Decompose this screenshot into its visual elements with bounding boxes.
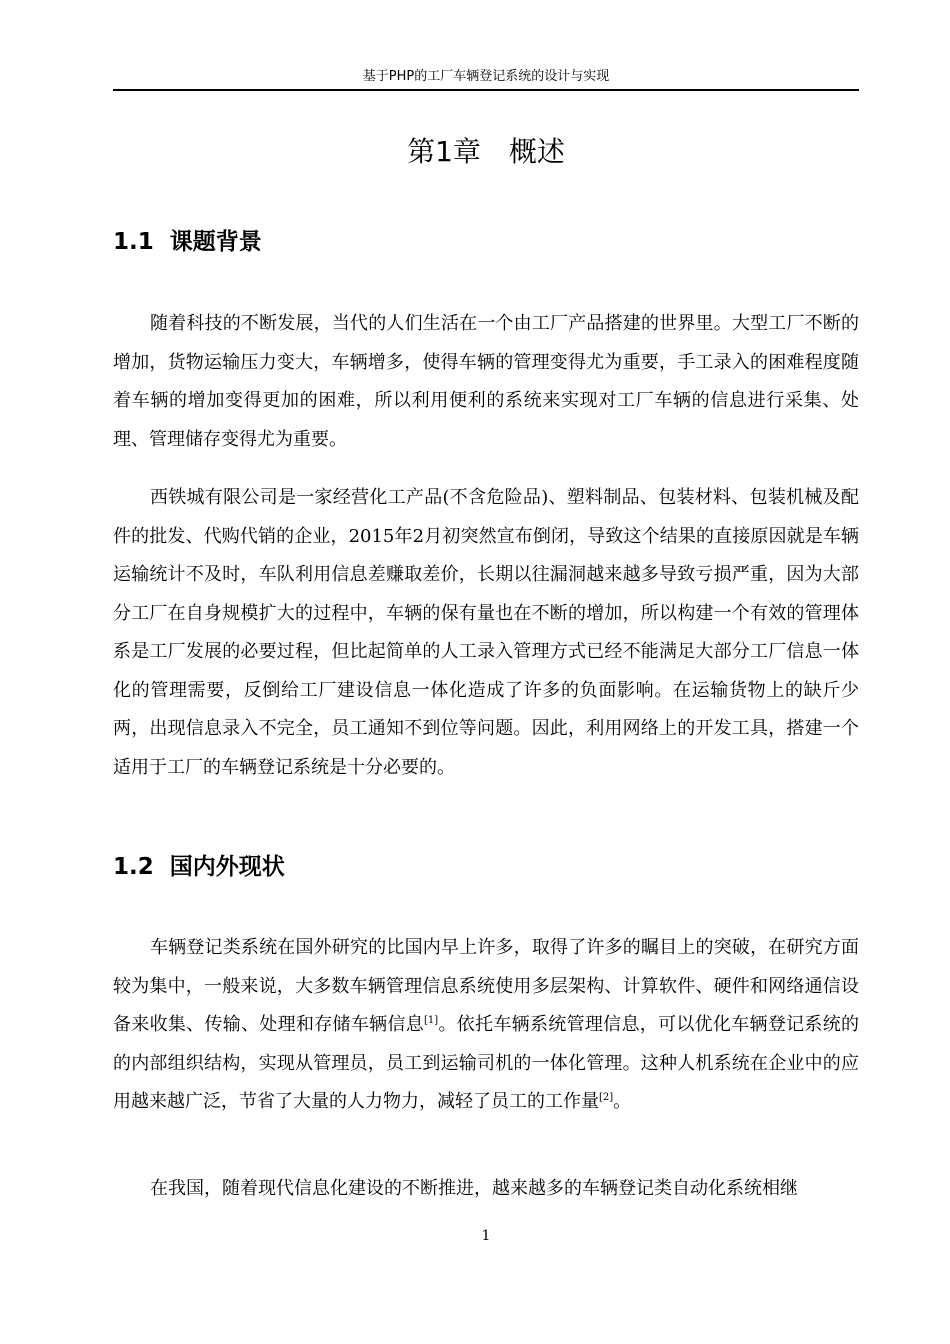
citation-ref: [2] <box>599 1092 614 1103</box>
paragraph-text: 。依托车辆系统管理信息，可以优化车辆登记系统的的内部组织结构，实现从管理员，员工到运输司机的一体化管理。这种人机系统在企业中的应用越来越广泛，节省了大量的人力物力，减轻了员工的工作量 <box>113 1014 860 1112</box>
paragraph-background-1: 随着科技的不断发展，当代的人们生活在一个由工厂产品搭建的世界里。大型工厂不断的增加，货物运输压力变大，车辆增多，使得车辆的管理变得尤为重要，手工录入的困难程度随着车辆的增加变得更加的困难，所以利用便利的系统来实现对工厂车辆的信息进行采集、处理、管理储存变得尤为重要。 <box>113 313 859 450</box>
citation-ref: [1] <box>424 1015 439 1026</box>
paragraph-status-2: 在我国，随着现代信息化建设的不断推进，越来越多的车辆登记类自动化系统相继 <box>150 1178 798 1199</box>
section-heading-1-1: 1.1 课题背景 <box>113 229 262 255</box>
page-number: 1 <box>481 1228 491 1244</box>
paragraph-text: 。 <box>613 1091 632 1112</box>
header-rule <box>113 89 859 91</box>
section-heading-1-2: 1.2 国内外现状 <box>113 854 285 880</box>
paragraph-background-2: 西铁城有限公司是一家经营化工产品(不含危险品)、塑料制品、包装材料、包装机械及配件的批发、代购代销的企业，2015年2月初突然宣布倒闭，导致这个结果的直接原因就是车辆运输统计不及时，车队利用信息差赚取差价，长期以往漏洞越来越多导致亏损严重，因为大部分工厂在自身规模扩大的过程中，车辆的保有量也在不断的增加，所以构建一个有效的管理体系是工厂发展的必要过程，但比起简单的人工录入管理方式已经不能满足大部分工厂信息一体化的管理需要，反倒给工厂建设信息一体化造成了许多的负面影响。在运输货物上的缺斤少两，出现信息录入不完全，员工通知不到位等问题。因此，利用网络上的开发工具，搭建一个适用于工厂的车辆登记系统是十分必要的。 <box>113 487 859 778</box>
running-header: 基于PHP的工厂车辆登记系统的设计与实现 <box>362 69 610 84</box>
paragraph-status-1 <box>113 929 859 1122</box>
chapter-title: 第1章 概述 <box>407 135 565 168</box>
paragraph-text: 车辆登记类系统在国外研究的比国内早上许多，取得了许多的瞩目上的突破，在研究方面较为集中，一般来说，大多数车辆管理信息系统使用多层架构、计算软件、硬件和网络通信设备来收集、传输、处理和存储车辆信息 <box>113 937 859 1035</box>
